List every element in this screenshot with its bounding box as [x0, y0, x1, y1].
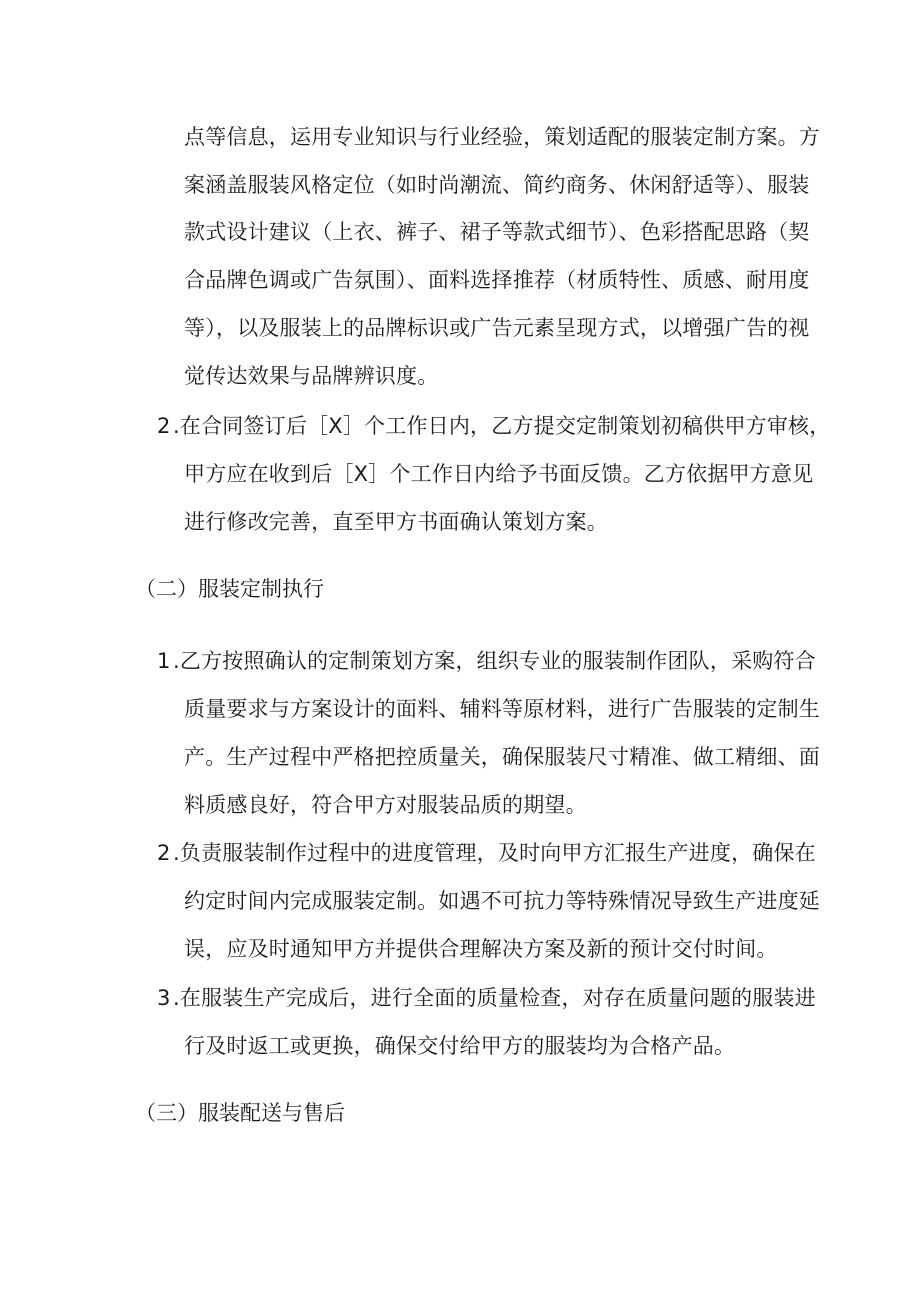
- intro-line-5: 等），以及服装上的品牌标识或广告元素呈现方式，以增强广告的视: [184, 316, 810, 340]
- item-line: .在服装生产完成后，进行全面的质量检查，对存在质量问题的服装进: [173, 986, 816, 1010]
- item-line: 进行修改完善，直至甲方书面确认策划方案。: [184, 510, 608, 534]
- intro-line-4: 合品牌色调或广告氛围）、面料选择推荐（材质特性、质感、耐用度: [184, 268, 810, 292]
- item-number: 2: [157, 414, 171, 438]
- item-line: 料质感良好，符合甲方对服装品质的期望。: [184, 793, 587, 817]
- item-line: 误，应及时通知甲方并提供合理解决方案及新的预计交付时间。: [184, 937, 778, 961]
- intro-line-6: 觉传达效果与品牌辨识度。: [184, 364, 439, 388]
- item-line: 约定时间内完成服装定制。如遇不可抗力等特殊情况导致生产进度延: [184, 889, 820, 913]
- item-line: .在合同签订后［X］个工作日内，乙方提交定制策划初稿供甲方审核，: [173, 414, 831, 438]
- item-number: 1: [157, 649, 171, 673]
- section-heading: （三）服装配送与售后: [135, 1101, 345, 1125]
- item-line: 产。生产过程中严格把控质量关，确保服装尺寸精准、做工精细、面: [184, 745, 820, 769]
- section-heading: （二）服装定制执行: [135, 577, 324, 601]
- item-line: .负责服装制作过程中的进度管理，及时向甲方汇报生产进度，确保在: [173, 841, 816, 865]
- item-line: .乙方按照确认的定制策划方案，组织专业的服装制作团队，采购符合: [173, 649, 816, 673]
- item-number: 3: [157, 986, 171, 1010]
- item-line: 行及时返工或更换，确保交付给甲方的服装均为合格产品。: [184, 1034, 736, 1058]
- intro-line-1: 点等信息，运用专业知识与行业经验，策划适配的服装定制方案。方: [184, 125, 820, 149]
- item-line: 甲方应在收到后［X］个工作日内给予书面反馈。乙方依据甲方意见: [184, 462, 814, 486]
- intro-line-3: 款式设计建议（上衣、裤子、裙子等款式细节）、色彩搭配思路（契: [184, 220, 810, 244]
- item-number: 2: [157, 841, 171, 865]
- intro-line-2: 案涵盖服装风格定位（如时尚潮流、简约商务、休闲舒适等）、服装: [184, 173, 810, 197]
- item-line: 质量要求与方案设计的面料、辅料等原材料，进行广告服装的定制生: [184, 697, 820, 721]
